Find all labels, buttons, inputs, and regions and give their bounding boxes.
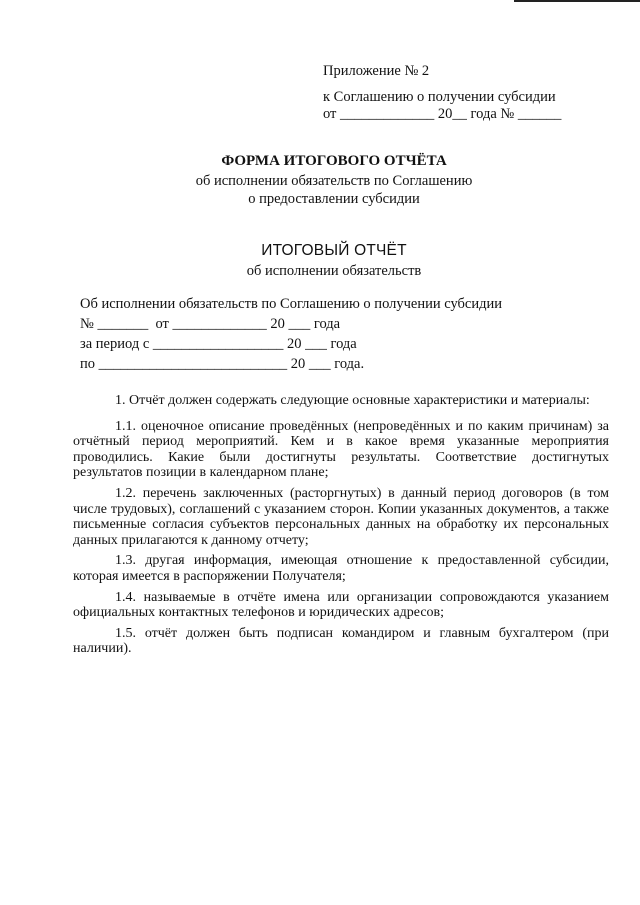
- form-subtitle-2: о предоставлении субсидии: [248, 191, 420, 207]
- field-period-from-line: за период с __________________ 20 ___ года: [80, 336, 357, 352]
- requirement-paragraph: 1.5. отчёт должен быть подписан командиром и главным бухгалтером (при наличии).: [73, 625, 609, 657]
- field-number-line: № _______ от _____________ 20 ___ года: [80, 316, 341, 332]
- appendix-agreement: к Соглашению о получении субсидии: [323, 89, 556, 105]
- form-subtitle-1: об исполнении обязательств по Соглашению: [195, 173, 473, 189]
- top-border-line: [514, 0, 640, 2]
- requirement-paragraph: 1.3. другая информация, имеющая отношение к предоставленной субсидии, которая имеется в распоряжении Получателя;: [73, 553, 609, 584]
- requirement-paragraph: 1. Отчёт должен содержать следующие основные характеристики и материалы:: [115, 393, 590, 408]
- report-subtitle: об исполнении обязательств: [246, 263, 422, 279]
- report-title: ИТОГОВЫЙ ОТЧЁТ: [261, 242, 407, 259]
- requirement-paragraph: 1.1. оценочное описание проведённых (непроведённых и по каким причинам) за отчётный период мероприятий. Кем и в какое время указанные мероприятия проводились. Какие были достигнуты результаты. Соответствие достигнутых результатов позиции в календарном плане;: [73, 418, 609, 481]
- appendix-number: Приложение № 2: [323, 63, 430, 79]
- form-title: ФОРМА ИТОГОВОГО ОТЧЁТА: [221, 153, 447, 169]
- report-requirements: [73, 393, 609, 657]
- requirement-paragraph: 1.2. перечень заключенных (расторгнутых) в данный период договоров (в том числе трудовых), соглашений с указанием сторон. Копии указанных документов, а также письменные согласия субъектов персональных данных на обработку их персональных данных прилагаются к данному отчету;: [73, 485, 609, 548]
- fields-intro: Об исполнении обязательств по Соглашению о получении субсидии: [80, 296, 503, 312]
- appendix-date-line: от _____________ 20__ года № ______: [323, 106, 562, 122]
- requirement-paragraph: 1.4. называемые в отчёте имена или организации сопровождаются указанием официальных контактных телефонов и юридических адресов;: [73, 589, 609, 621]
- field-period-to-line: по __________________________ 20 ___ года.: [80, 356, 365, 372]
